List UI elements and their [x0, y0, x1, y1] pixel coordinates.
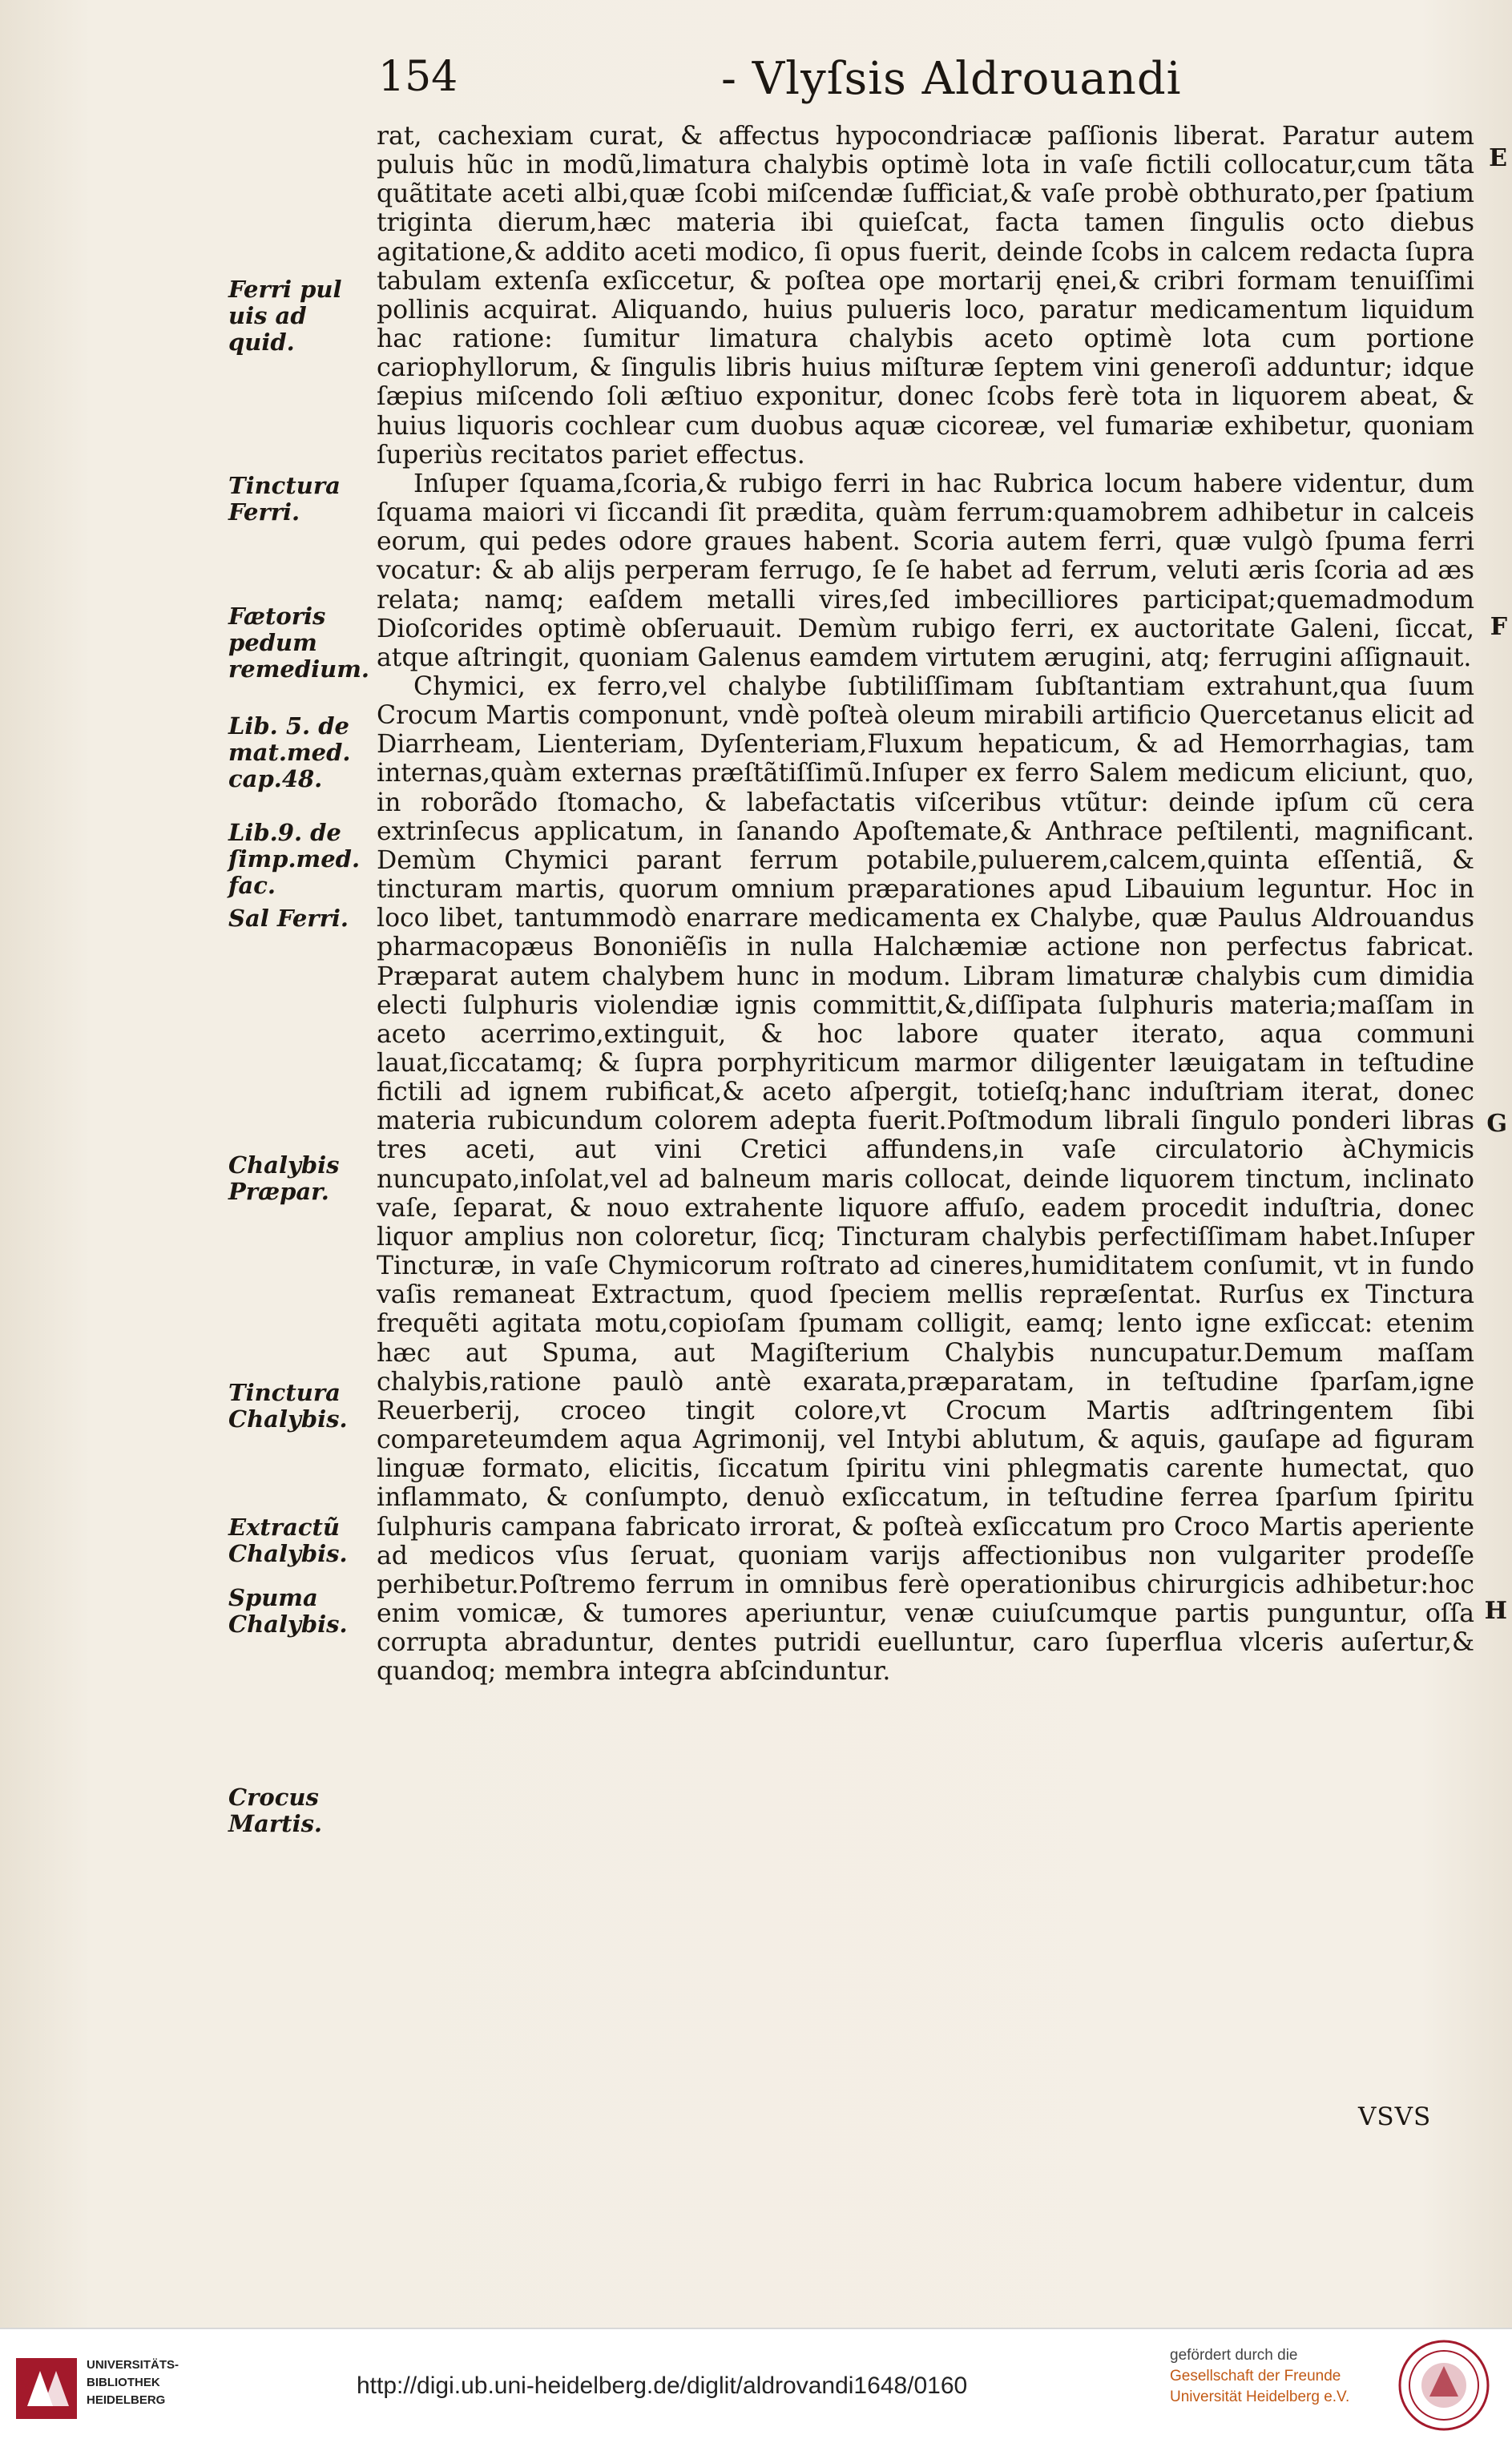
paragraph: Inſuper ſquama,ſcoria,& rubigo ferri in hac Rubrica locum habere videntur, dum ſquama maiori vi ſiccandi ſit prædita, quàm ferrum:quamobrem adhibetur in calceis eorum, qui pedes odore graues habent. Scoria autem ferri, quæ vulgò ſpuma ferri vocatur: & ab alijs perperam ferrugo, ſe ſe habet ad ferrum, veluti æris ſcoria ad æs relata; namq; eaſdem metalli vires,ſed imbecilliores participat;quemadmodum Dioſcorides optimè obſeruauit. Demùm rubigo ferri, ex auctoritate Galeni, ſiccat, atque aſtringit, quoniam Galenus eamdem virtutem ærugini, atq; ferrugini aſſignauit.: [377, 469, 1474, 672]
marginal-note: Ferri pul uis ad quid.: [228, 276, 342, 356]
section-letter: F: [1490, 613, 1507, 641]
catchword: VSVS: [1358, 2102, 1432, 2131]
marginal-note: Tinctura Ferri.: [228, 472, 341, 526]
library-name-line: HEIDELBERG: [87, 2393, 166, 2407]
marginal-note: Lib.9. de ſimp.med. fac.: [228, 819, 361, 899]
library-name-line: UNIVERSITÄTS-: [87, 2358, 179, 2372]
sponsor-name-line: Gesellschaft der Freunde: [1170, 2368, 1341, 2385]
running-title: - Vlyſsis Aldrouandi: [721, 53, 1182, 105]
sponsor-label: gefördert durch die: [1170, 2347, 1298, 2364]
marginal-note: Lib. 5. de mat.med. cap.48.: [228, 712, 351, 792]
marginal-note: Spuma Chalybis.: [228, 1584, 348, 1638]
section-letter: E: [1489, 144, 1507, 172]
marginal-note: Extractũ Chalybis.: [228, 1514, 348, 1567]
library-name: [87, 2356, 179, 2409]
section-letter: H: [1484, 1597, 1507, 1625]
marginal-note: Chalybis Præpar.: [228, 1151, 340, 1205]
page-header: [369, 53, 1202, 117]
marginal-note: Sal Ferri.: [228, 905, 349, 932]
body-text: [377, 122, 1474, 1686]
paragraph: Chymici, ex ferro,vel chalybe ſubtiliſſimam ſubſtantiam extrahunt,qua ſuum Crocum Martis componunt, vndè poſteà oleum mirabili artificio Quercetanus elicit ad Diarrheam, Lienteriam, Dyſenteriam,Fluxum hepaticum, & ad Hemorrhagias, tam internas,quàm externas præſtãtiſſimũ.Inſuper ex ferro Salem medicum eliciunt, quo, in roborãdo ſtomacho, & labefactatis viſceribus vtũtur: deinde ipſum cũ cera extrinſecus applicatum, in ſanando Apoſtemate,& Anthrace peſtilenti, magnificant. Demùm Chymici parant ferrum potabile,puluerem,calcem,quinta eſſentiã, & tincturam martis, quorum omnium præparationes apud Libauium leguntur. Hoc in loco libet, tantummodò enarrare medicamenta ex Chalybe, quæ Paulus Aldrouandus pharmacopæus Bononiẽſis in nulla Halchæmiæ actione non perfectus fabricat. Præparat autem chalybem hunc in modum. Libram limaturæ chalybis cum dimidia electi ſulphuris violendiæ ignis committit,&,diſſipata ſulphuris materia;maſſam in aceto acerrimo,extinguit, & hoc labore quater iterato, aqua communi lauat,ſiccatamq; & ſupra porphyriticum marmor diligenter læuigatam in teſtudine fictili ad ignem rubificat,& aceto aſpergit, totieſq;hanc induſtriam iterat, donec materia rubicundum colorem adepta fuerit.Poſtmodum librali ſingulo ponderi libras tres aceti, aut vini Cretici affundens,in vaſe circulatorio àChymicis nuncupato,inſolat,vel ad balneum maris collocat, deinde liquorem tinctum, inclinato vaſe, ſeparat, & nouo extrahente liquore affuſo, eadem procedit induſtria, donec liquor amplius non coloretur, ſicq; Tincturam chalybis perfectiſſimam habet.Inſuper Tincturæ, in vaſe Chymicorum roſtrato ad cineres,humiditatem conſumit, vt in fundo vaſis remaneat Extractum, quod ſpeciem mellis repræſentat. Rurſus ex Tinctura frequẽti agitata motu,copioſam ſpumam colligit, eamq; lento igne exſiccat: etenim hæc aut Spuma, aut Magiſterium Chalybis nuncupatur.Demum maſſam chalybis,ratione paulò antè exarata,præparatam, in teſtudine ſparſam,igne Reuerberij, croceo tingit colore,vt Crocum Martis adſtringentem ſibi compareteumdem aqua Agrimonij, vel Intybi ablutum, & aquis, gauſape ad figuram linguæ formato, elicitis, ſiccatum ſpiritu vini phlegmatis carente humectat, quo inflammato, & conſumpto, denuò exſiccatum, in teſtudine ferrea ſparſum ſpiritu ſulphuris campana fabricato irrorat, & poſteà exſiccatum pro Croco Martis aperiente ad medicos vſus ſeruat, quoniam varijs affectionibus non vulgariter prodeſſe perhibetur.Poſtremo ferrum in omnibus ferè operationibus chirurgicis adhibetur:hoc enim vomicæ, & tumores aperiuntur, venæ cuiuſcumque partis punguntur, oſſa corrupta abraduntur, dentes putridi euelluntur, caro ſuperflua vlceris auſertur,& quandoq; membra integra abſcinduntur.: [377, 671, 1474, 1687]
sponsor-block[interactable]: [1170, 2345, 1394, 2408]
marginal-note: Crocus Martis.: [228, 1784, 323, 1837]
library-name-line: BIBLIOTHEK: [87, 2376, 160, 2389]
marginal-note: Tinctura Chalybis.: [228, 1379, 348, 1433]
library-logo-icon: [16, 2358, 77, 2419]
page-number: 154: [378, 53, 458, 101]
section-letter: G: [1486, 1110, 1507, 1138]
sponsor-name-line: Universität Heidelberg e.V.: [1170, 2389, 1350, 2405]
university-seal-icon: [1397, 2339, 1490, 2432]
permalink-url[interactable]: http://digi.ub.uni-heidelberg.de/diglit/aldrovandi1648/0160: [357, 2372, 968, 2399]
marginal-note: Fætoris pedum remedium.: [228, 603, 370, 683]
paragraph: rat, cachexiam curat, & affectus hypocondriacæ paſſionis liberat. Paratur autem puluis hũc in modũ,limatura chalybis optimè lota in vaſe fictili collocatur,cum tãta quãtitate aceti albi,quæ ſcobi miſcendæ ſufficiat,& vaſe probè obthurato,per ſpatium triginta dierum,hæc materia ibi quieſcat, facta tamen ſingulis octo diebus agitatione,& addito aceti modico, ſi opus fuerit, deinde ſcobs in calcem redacta ſupra tabulam extenſa exſiccetur, & poſtea ope mortarij ęnei,& cribri formam tenuiſſimi pollinis acquirat. Aliquando, huius pulueris loco, paratur medicamentum liquidum hac ratione: ſumitur limatura chalybis aceto optimè lota cum portione cariophyllorum, & ſingulis libris huius miſturæ ſeptem vini generoſi adduntur; idque ſæpius miſcendo ſoli æſtiuo exponitur, donec ſcobs ferè tota in liquorem abeat, & huius liquoris cochlear cum duobus aquæ cicoreæ, vel fumariæ exhibetur, quoniam ſuperiùs recitatos pariet effectus.: [377, 122, 1474, 470]
viewer-footer: [0, 2328, 1512, 2443]
library-logo[interactable]: [16, 2347, 192, 2424]
